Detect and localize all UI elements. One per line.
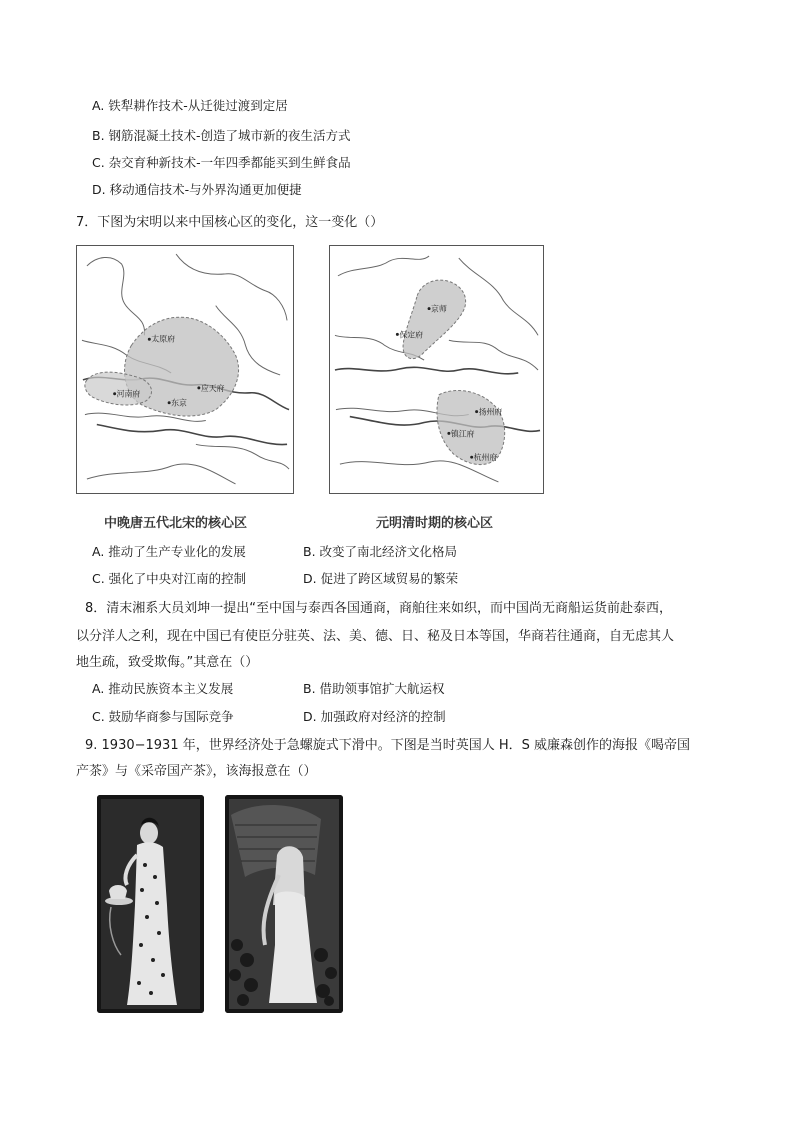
q8-option-a: A. 推动民族资本主义发展: [92, 681, 234, 696]
q6-option-b: B. 钢筋混凝土技术-创造了城市新的夜生活方式: [92, 128, 351, 143]
q6-option-d: D. 移动通信技术-与外界沟通更加便捷: [92, 182, 302, 197]
label-baoding: 保定府: [399, 330, 424, 340]
q7-option-a: A. 推动了生产专业化的发展: [92, 544, 246, 559]
label-dongjing: 东京: [171, 398, 187, 408]
map-left-caption: 中晚唐五代北宋的核心区: [104, 516, 248, 531]
map-yuan-ming-qing-core: [329, 245, 544, 494]
label-taiyuan: 太原府: [151, 334, 176, 344]
q6-option-a: A. 铁犁耕作技术-从迁徙过渡到定居: [92, 98, 288, 113]
poster-drink-drawing: [97, 795, 204, 1013]
q6-option-c: C. 杂交育种新技术-一年四季都能买到生鲜食品: [92, 155, 351, 170]
q8-option-b: B. 借助领事馆扩大航运权: [303, 681, 445, 696]
poster-pick-empire-tea: [225, 795, 343, 1013]
map-right-caption: 元明清时期的核心区: [376, 516, 494, 531]
label-yangzhou: 扬州府: [478, 407, 503, 417]
q8-option-d: D. 加强政府对经济的控制: [303, 709, 446, 724]
q7-option-b: B. 改变了南北经济文化格局: [303, 544, 458, 559]
label-jingshi: 京师: [431, 304, 447, 314]
q7-stem: 7．下图为宋明以来中国核心区的变化，这一变化（）: [76, 215, 384, 230]
label-yingtian: 应天府: [200, 383, 225, 393]
label-zhenjiang: 镇江府: [450, 429, 475, 439]
q8-option-c: C. 鼓励华商参与国际竞争: [92, 709, 234, 724]
q9-line-2: 产茶》与《采帝国产茶》，该海报意在（）: [76, 764, 317, 779]
label-hangzhou: 杭州府: [473, 453, 498, 463]
map-tang-song-core: [76, 245, 294, 494]
q8-line-1: 8．清末湘系大员刘坤一提出“至中国与泰西各国通商，商舶往来如织，而中国尚无商船运货前赴泰西，: [85, 601, 673, 616]
map-yuan-ming-qing-drawing: [330, 246, 543, 493]
poster-drink-empire-tea: [97, 795, 204, 1013]
map-tang-song-drawing: [77, 246, 293, 493]
q9-line-1: 9. 1930−1931 年，世界经济处于急螺旋式下滑中。下图是当时英国人 H．S 威廉森创作的海报《喝帝国: [85, 738, 691, 753]
q7-option-c: C. 强化了中央对江南的控制: [92, 571, 247, 586]
q7-option-d: D. 促进了跨区域贸易的繁荣: [303, 571, 459, 586]
q8-line-2: 以分洋人之利，现在中国已有使臣分驻英、法、美、德、日、秘及日本等国，华商若往通商，自无虑其人: [76, 629, 675, 644]
poster-pick-drawing: [225, 795, 343, 1013]
q8-line-3: 地生疏，致受欺侮。”其意在（）: [76, 655, 259, 670]
label-henan: 河南府: [116, 389, 141, 399]
